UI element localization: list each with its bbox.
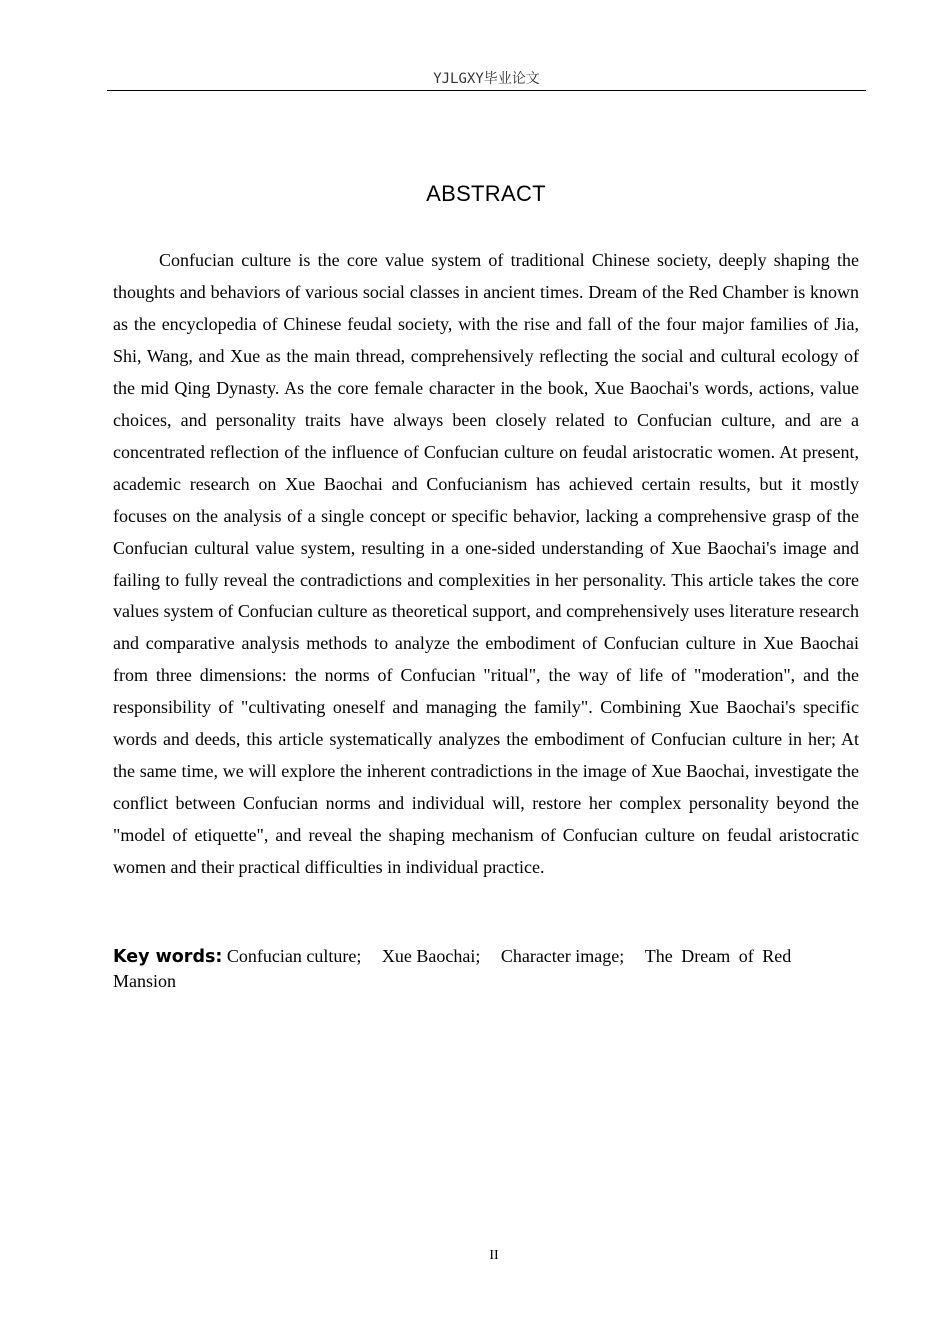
keyword-item: Xue Baochai; (381, 946, 481, 966)
abstract-title: ABSTRACT (426, 181, 546, 206)
keywords-label: Key words: (113, 947, 223, 967)
abstract-paragraph: Confucian culture is the core value system of traditional Chinese society, deeply shaping the thoughts and behaviors of various social classes in ancient times. Dream of the Red Chamber is known as the encyclopedia of Chinese feudal society, with the rise and fall of the four major families of Jia, Shi, Wang, and Xue as the main thread, comprehensively reflecting the social and cultural ecology of the mid Qing Dynasty. As the core female character in the book, Xue Baochai's words, actions, value choices, and personality traits have always been closely related to Confucian culture, and are a concentrated reflection of the influence of Confucian culture on feudal aristocratic women. At present, academic research on Xue Baochai and Confucianism has achieved certain results, but it mostly focuses on the analysis of a single concept or specific behavior, lacking a comprehensive grasp of the Confucian cultural value system, resulting in a one-sided understanding of Xue Baochai's image and failing to fully reveal the contradictions and complexities in her personality. This article takes the core values system of Confucian culture as theoretical support, and comprehensively uses literature research and comparative analysis methods to analyze the embodiment of Confucian culture in Xue Baochai from three dimensions: the norms of Confucian "ritual", the way of life of "moderation", and the responsibility of "cultivating oneself and managing the family". Combining Xue Baochai's specific words and deeds, this article systematically analyzes the embodiment of Confucian culture in her; At the same time, we will explore the inherent contradictions in the image of Xue Baochai, investigate the conflict between Confucian norms and individual will, restore her complex personality beyond the "model of etiquette", and reveal the shaping mechanism of Confucian culture on feudal aristocratic women and their practical difficulties in individual practice. (113, 250, 859, 878)
keyword-item: The Dream of Red Mansion (113, 946, 792, 991)
keywords-line (113, 944, 859, 993)
page-number: II (489, 1248, 499, 1263)
keyword-item: Character image; (500, 946, 625, 966)
keyword-item: Confucian culture; (226, 946, 362, 966)
page-header: YJLGXY毕业论文 (107, 70, 866, 91)
